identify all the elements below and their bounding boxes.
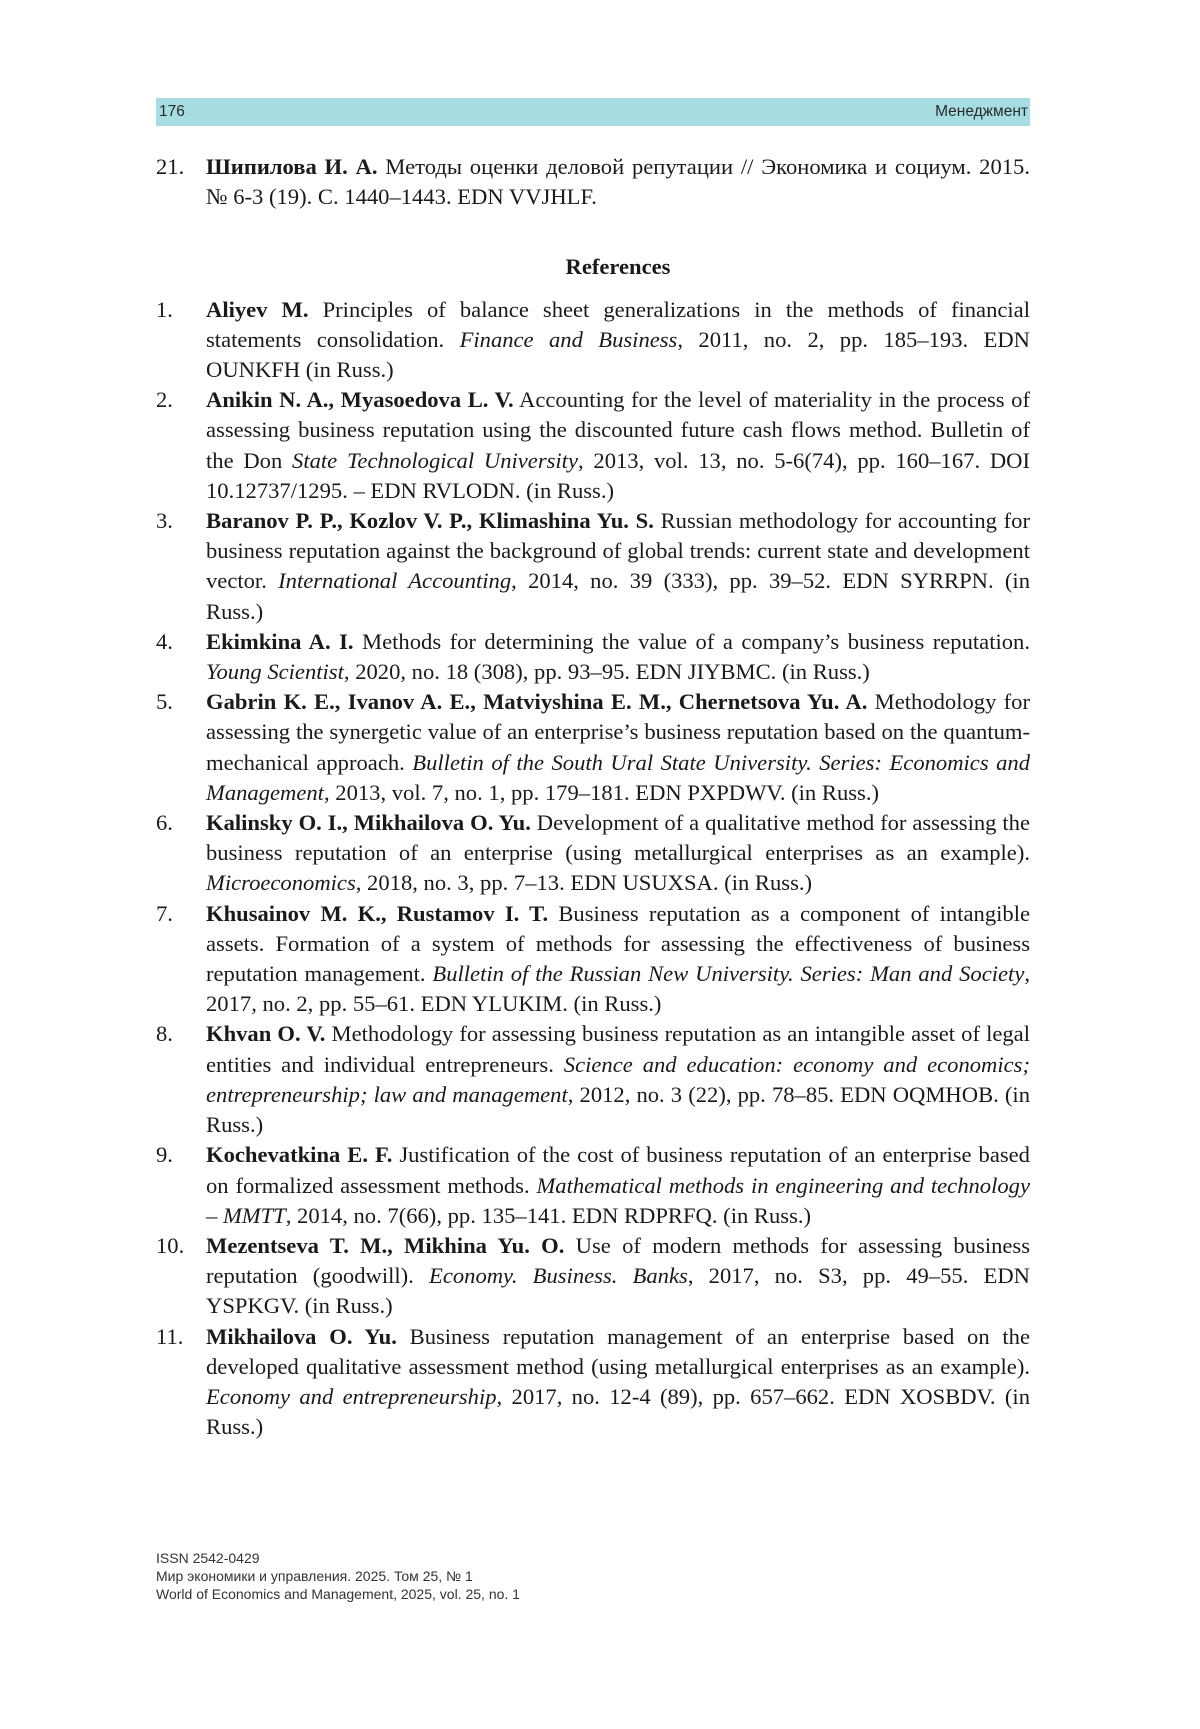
entry-title: Development of a qualitative method for assessing the business reputation of an enterprise (using metallurgical enterprises as an example). bbox=[206, 810, 1030, 866]
entry-details: , 2013, vol. 13, no. 5-6(74), pp. 160–167. DOI 10.12737/1295. – EDN RVLODN. (in Russ.) bbox=[206, 447, 1031, 503]
entry-text: Методы оценки деловой репутации // Экономика и социум. 2015. № 6-3 (19). С. 1440–1443. EDN VVJHLF. bbox=[206, 154, 1030, 210]
entry-details: , 2020, no. 18 (308), pp. 93–95. EDN JIYBMC. (in Russ.) bbox=[343, 659, 870, 685]
reference-entry bbox=[156, 1231, 1030, 1322]
entry-journal: Science and education: economy and economics; entrepreneurship; law and management bbox=[206, 1051, 1030, 1107]
entry-number: 3. bbox=[156, 508, 173, 534]
entry-authors: Mikhailova O. Yu. bbox=[206, 1323, 397, 1349]
footer-journal-ru: Мир экономики и управления. 2025. Том 25, № 1 bbox=[156, 1568, 473, 1584]
entry-number: 1. bbox=[156, 296, 173, 322]
entry-authors: Baranov P. P., Kozlov V. P., Klimashina Yu. S. bbox=[206, 508, 654, 534]
entry-title: Russian methodology for accounting for business reputation against the background of global trends: current state and development vector. bbox=[206, 508, 1030, 594]
reference-entry bbox=[156, 295, 1030, 386]
reference-entry bbox=[156, 506, 1030, 627]
page-number: 176 bbox=[159, 103, 185, 120]
entry-journal: International Accounting bbox=[278, 568, 512, 594]
entry-title: Principles of balance sheet generalizations in the methods of financial statements consolidation. bbox=[206, 296, 1030, 352]
entry-title: Methods for determining the value of a company’s business reputation. bbox=[353, 628, 1030, 654]
entry-authors: Khusainov M. K., Rustamov I. T. bbox=[206, 900, 549, 926]
entry-journal: Mathematical methods in engineering and technology – MMTT bbox=[206, 1172, 1030, 1228]
entry-details: , 2012, no. 3 (22), pp. 78–85. EDN OQMHOB. (in Russ.) bbox=[206, 1081, 1030, 1138]
entry-number: 6. bbox=[156, 810, 173, 836]
reference-entry bbox=[156, 808, 1030, 899]
reference-entry bbox=[156, 1322, 1030, 1443]
reference-entry-21 bbox=[156, 152, 1030, 212]
entry-journal: Microeconomics bbox=[206, 870, 356, 896]
references-list bbox=[156, 295, 1030, 1443]
reference-entry bbox=[156, 899, 1030, 1020]
entry-number: 7. bbox=[156, 900, 173, 926]
reference-entry bbox=[156, 1019, 1030, 1140]
entry-title: Methodology for assessing business reputation as an intangible asset of legal entities and individual entrepreneurs. bbox=[206, 1021, 1030, 1077]
entry-number: 10. bbox=[156, 1232, 185, 1258]
entry-details: , 2017, no. 2, pp. 55–61. EDN YLUKIM. (in Russ.) bbox=[206, 961, 1031, 1017]
entry-details: , 2011, no. 2, pp. 185–193. EDN OUNKFH (in Russ.) bbox=[206, 326, 1030, 383]
entry-number: 21. bbox=[156, 154, 185, 179]
section-title: Менеджмент bbox=[935, 103, 1028, 120]
entry-number: 2. bbox=[156, 387, 173, 413]
reference-entry bbox=[156, 627, 1030, 687]
running-header bbox=[156, 98, 1030, 126]
reference-entry bbox=[156, 1140, 1030, 1231]
reference-entry bbox=[156, 687, 1030, 808]
entry-journal: Bulletin of the Russian New University. Series: Man and Society bbox=[432, 961, 1025, 987]
entry-title: Justification of the cost of business reputation of an enterprise based on formalized assessment methods. bbox=[206, 1142, 1030, 1198]
entry-details: , 2017, no. S3, pp. 49–55. EDN YSPKGV. (in Russ.) bbox=[206, 1263, 1030, 1319]
entry-title: Business reputation management of an enterprise based on the developed qualitative assessment method (using metallurgical enterprises as an example). bbox=[206, 1323, 1030, 1379]
entry-details: , 2017, no. 12-4 (89), pp. 657–662. EDN XOSBDV. (in Russ.) bbox=[206, 1383, 1030, 1440]
reference-entry bbox=[156, 385, 1030, 506]
entry-journal: Economy and entrepreneurship bbox=[206, 1383, 497, 1409]
entry-number: 4. bbox=[156, 628, 173, 654]
entry-details: , 2014, no. 7(66), pp. 135–141. EDN RDPRFQ. (in Russ.) bbox=[285, 1202, 812, 1228]
entry-journal: Economy. Business. Banks bbox=[429, 1263, 688, 1289]
entry-journal: Finance and Business bbox=[459, 326, 678, 352]
entry-number: 9. bbox=[156, 1142, 173, 1168]
entry-journal: Young Scientist bbox=[206, 659, 344, 685]
entry-number: 8. bbox=[156, 1021, 173, 1047]
entry-authors: Mezentseva T. M., Mikhina Yu. O. bbox=[206, 1232, 565, 1258]
entry-title: Use of modern methods for assessing business reputation (goodwill). bbox=[206, 1232, 1031, 1289]
entry-number: 11. bbox=[156, 1323, 184, 1349]
entry-authors: Kochevatkina E. F. bbox=[206, 1142, 393, 1168]
entry-journal: Bulletin of the South Ural State University. Series: Economics and Management bbox=[206, 749, 1031, 805]
references-heading: References bbox=[565, 254, 671, 280]
entry-title: Business reputation as a component of intangible assets. Formation of a system of methods for assessing the effectiveness of business reputation management. bbox=[206, 900, 1030, 987]
entry-authors: Anikin N. A., Myasoedova L. V. bbox=[206, 387, 514, 413]
entry-number: 5. bbox=[156, 689, 173, 715]
entry-authors: Ekimkina A. I. bbox=[206, 628, 354, 654]
entry-title: Methodology for assessing the synergetic value of an enterprise’s business reputation based on the quantum-mechanical approach. bbox=[206, 689, 1030, 775]
entry-authors: Шипилова И. А. bbox=[206, 154, 378, 179]
page-footer bbox=[156, 1549, 520, 1603]
entry-title: Accounting for the level of materiality in the process of assessing business reputation using the discounted future cash flows method. Bulletin of the Don bbox=[206, 387, 1030, 473]
entry-authors: Gabrin K. E., Ivanov A. E., Matviyshina E. M., Chernetsova Yu. A. bbox=[206, 689, 868, 715]
main-content bbox=[156, 152, 1030, 1442]
footer-journal-en: World of Economics and Management, 2025, vol. 25, no. 1 bbox=[156, 1586, 520, 1602]
entry-authors: Kalinsky O. I., Mikhailova O. Yu. bbox=[206, 810, 531, 836]
footer-issn: ISSN 2542-0429 bbox=[156, 1550, 260, 1566]
entry-journal: State Technological University bbox=[292, 447, 578, 473]
entry-authors: Khvan O. V. bbox=[206, 1021, 326, 1047]
entry-details: , 2013, vol. 7, no. 1, pp. 179–181. EDN PXPDWV. (in Russ.) bbox=[323, 779, 880, 805]
entry-details: , 2018, no. 3, pp. 7–13. EDN USUXSA. (in Russ.) bbox=[355, 870, 813, 896]
entry-authors: Aliyev M. bbox=[206, 296, 309, 322]
entry-details: , 2014, no. 39 (333), pp. 39–52. EDN SYRRPN. (in Russ.) bbox=[206, 568, 1030, 624]
